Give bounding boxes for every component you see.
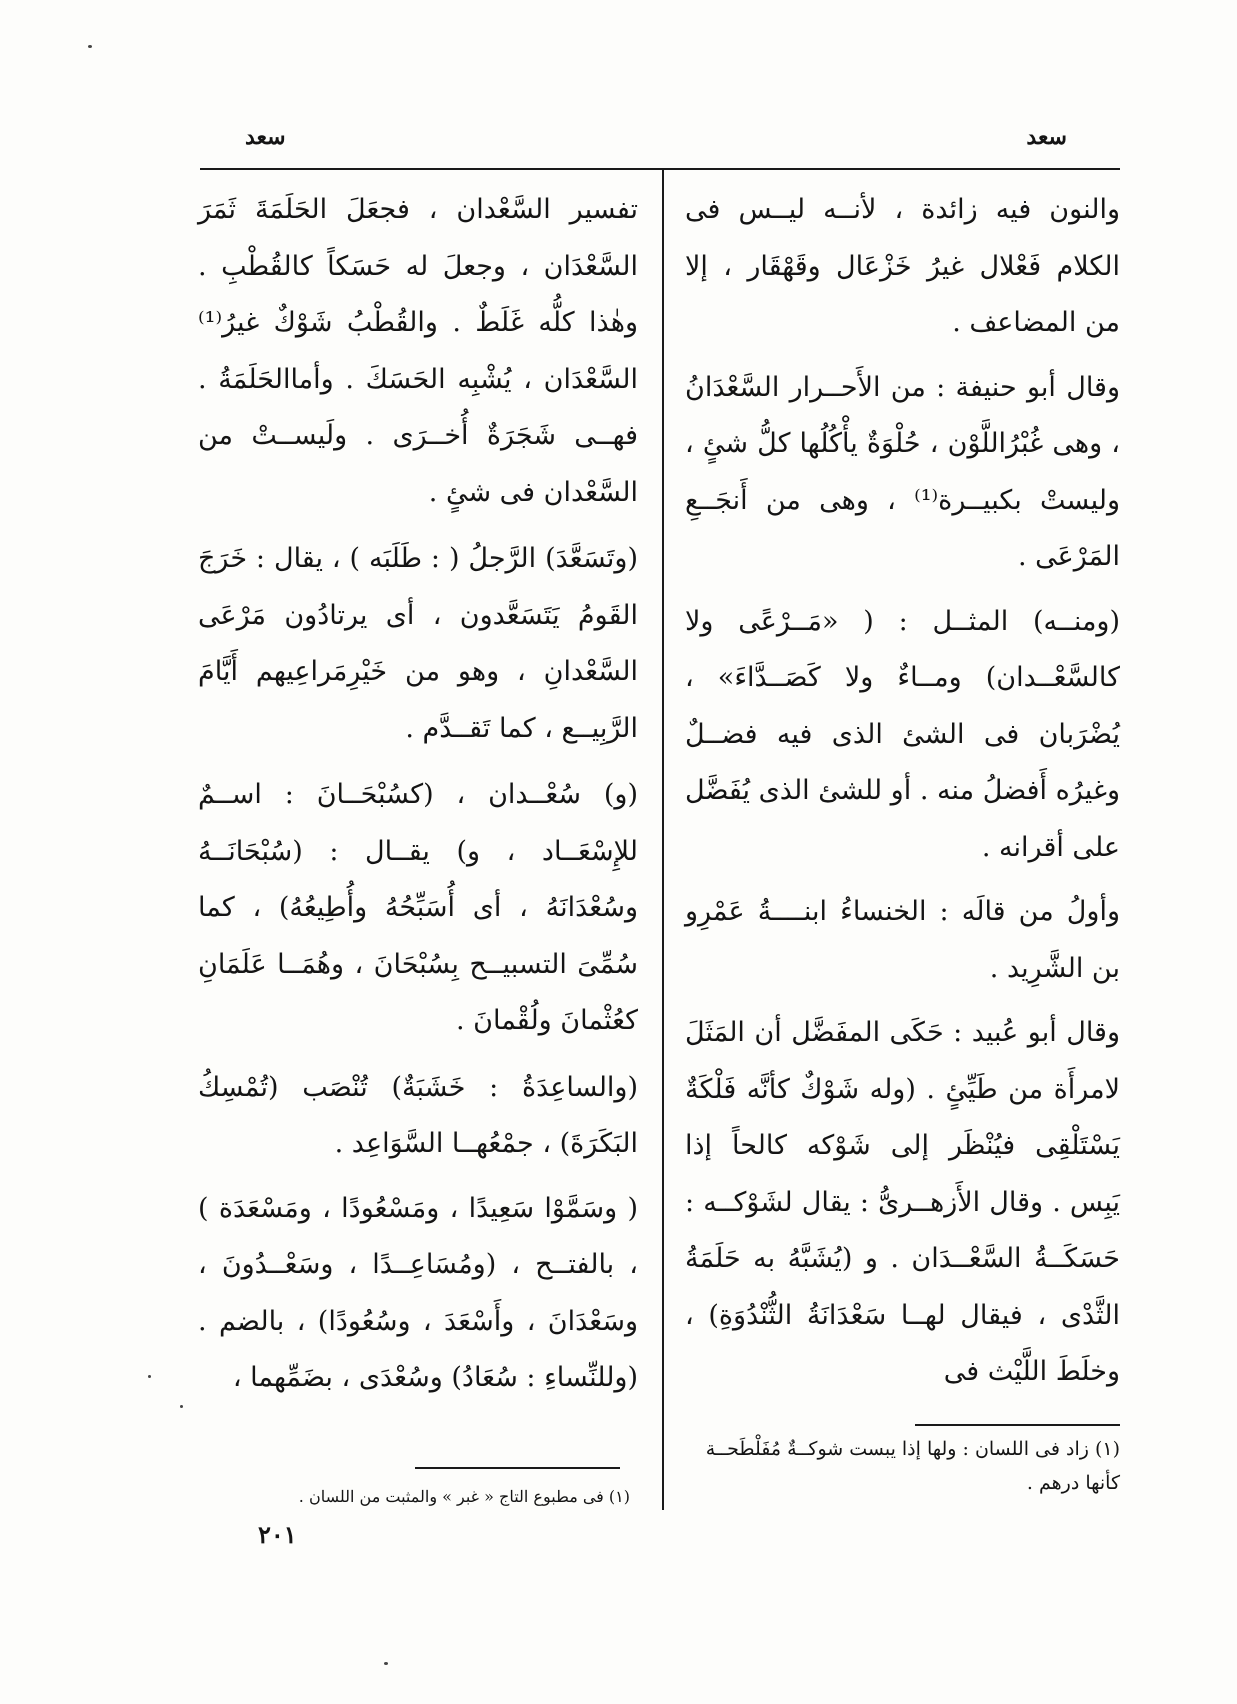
footnote-left: (١) فى مطبوع التاج « غبر » والمثبت من اللسان . xyxy=(298,1487,630,1506)
paragraph: (وتَسَعَّدَ) الرَّجلُ ( : طَلَبَه ) ، يقال : خَرَجَ القَومُ يَتَسَعَّدون ، أى يرتادُون مَرْعَى السَّعْدانِ ، وهو من خَيْرِمَراعِيهم أَيَّامَ الرَّبِيــع ، كما تَقــدَّم . xyxy=(198,543,638,744)
footnote-right: (١) زاد فى اللسان : ولها إذا يبست شوكــةٌ مُفَلْطَحــة كأنها درهم . xyxy=(705,1438,1120,1494)
running-header-left: سعد xyxy=(245,124,286,150)
header-rule xyxy=(200,168,1120,170)
page-number: ٢٠١ xyxy=(258,1520,297,1549)
paragraph: وقال أبو عُبيد : حَكَى المفَضَّل أن المَثَلَ لامرأَة من طَيِّئٍ . (وله شَوْكٌ كأنَّه فَلْكَةٌ يَسْتَلْقِى فيُنْظَر إلى شَوْكه كالحاً إذا يَبِس . وقال الأَزهــرىُّ : يقال لشَوْكــه : حَسَكَــةُ السَّعْــدَان . و (يُشَبَّهُ به حَلَمَةُ الثَّدْى ، فيقال لهــا سَعْدَانَةُ الثُّنْدُوَةِ) ، وخلَطَ اللَّيْث فى xyxy=(685,1017,1120,1387)
paragraph: تفسير السَّعْدان ، فجعَلَ الحَلَمَةَ ثَمَرَ السَّعْدَان ، وجعلَ له حَسَكاً كالقُطْبِ . وهٰذا كلُّه غَلَطٌ . والقُطْبُ شَوْكٌ غيرُ⁽¹⁾ السَّعْدَان ، يُشْبِه الحَسَكَ . وأماالحَلَمَةُ . فهــى شَجَرَةٌ أُخــرَى . ولَيســتْ من السَّعْدان فى شئٍ . xyxy=(198,194,638,508)
scan-speck xyxy=(148,1375,151,1378)
paragraph: (و) سُعْــدان ، (كسُبْحَــانَ : اســمٌ للإِسْعَــاد ، و) يقــال : (سُبْحَانَــهُ وسُعْدَانَهُ ، أى أُسَبِّحُهُ وأُطِيعُهُ) ، كما سُمِّىَ التسبيــح بِسُبْحَانَ ، وهُمَــا عَلَمَانِ كعُثْمانَ ولُقْمانَ . xyxy=(198,779,638,1036)
footnote-rule-right xyxy=(915,1424,1120,1426)
footnote-rule-left xyxy=(415,1467,620,1469)
paragraph: وقال أبو حنيفة : من الأَحــرار السَّعْدَانُ ، وهى غُبْرُاللَّوْن ، حُلْوَةٌ يأْكُلُها كلُّ شئٍ ، وليستْ بكبيــرة⁽¹⁾ ، وهى من أَنجَــعِ المَرْعَى . xyxy=(685,371,1121,572)
paragraph: ( وسَمَّوْا سَعِيدًا ، ومَسْعُودًا ، ومَسْعَدَة ) ، بالفتــح ، (ومُسَاعِــدًا ، وسَعْــدُونَ ، وسَعْدَانَ ، وأَسْعَدَ ، وسُعُودًا) ، بالضم . (وللنِّساءِ : سُعَادُ) وسُعْدَى ، بضَمِّهما ، xyxy=(198,1192,639,1393)
scan-speck xyxy=(180,1405,183,1408)
scan-speck xyxy=(384,1662,388,1665)
paragraph: والنون فيه زائدة ، لأنــه ليــس فى الكلام فَعْلال غيرُ خَزْعَال وقَهْقَار ، إلا من المضاعف . xyxy=(685,194,1120,338)
paragraph: وأولُ من قالَه : الخنساءُ ابنــــةُ عَمْرِو بن الشَّرِيد . xyxy=(685,896,1120,984)
paragraph: (ومنــه) المثــل : ( «مَــرْعًى ولا كالسَّعْــدان) ومــاءٌ ولا كَصَــدَّاءَ» ، يُضْرَبان فى الشئ الذى فيه فضــلٌ وغيرُه أَفضلُ منه . أو للشئ الذى يُفَضَّل على أقرانه . xyxy=(685,605,1120,863)
paragraph: (والساعِدَةُ : خَشَبَةٌ) تُنْصَب (تُمْسِكُ البَكَرَةَ) ، جمْعُهــا السَّوَاعِد . xyxy=(198,1071,638,1159)
scan-speck xyxy=(88,45,92,48)
right-column xyxy=(685,182,1120,1409)
column-divider xyxy=(662,170,664,1510)
left-column xyxy=(198,182,638,1415)
running-header-right: سعد xyxy=(1026,124,1067,150)
